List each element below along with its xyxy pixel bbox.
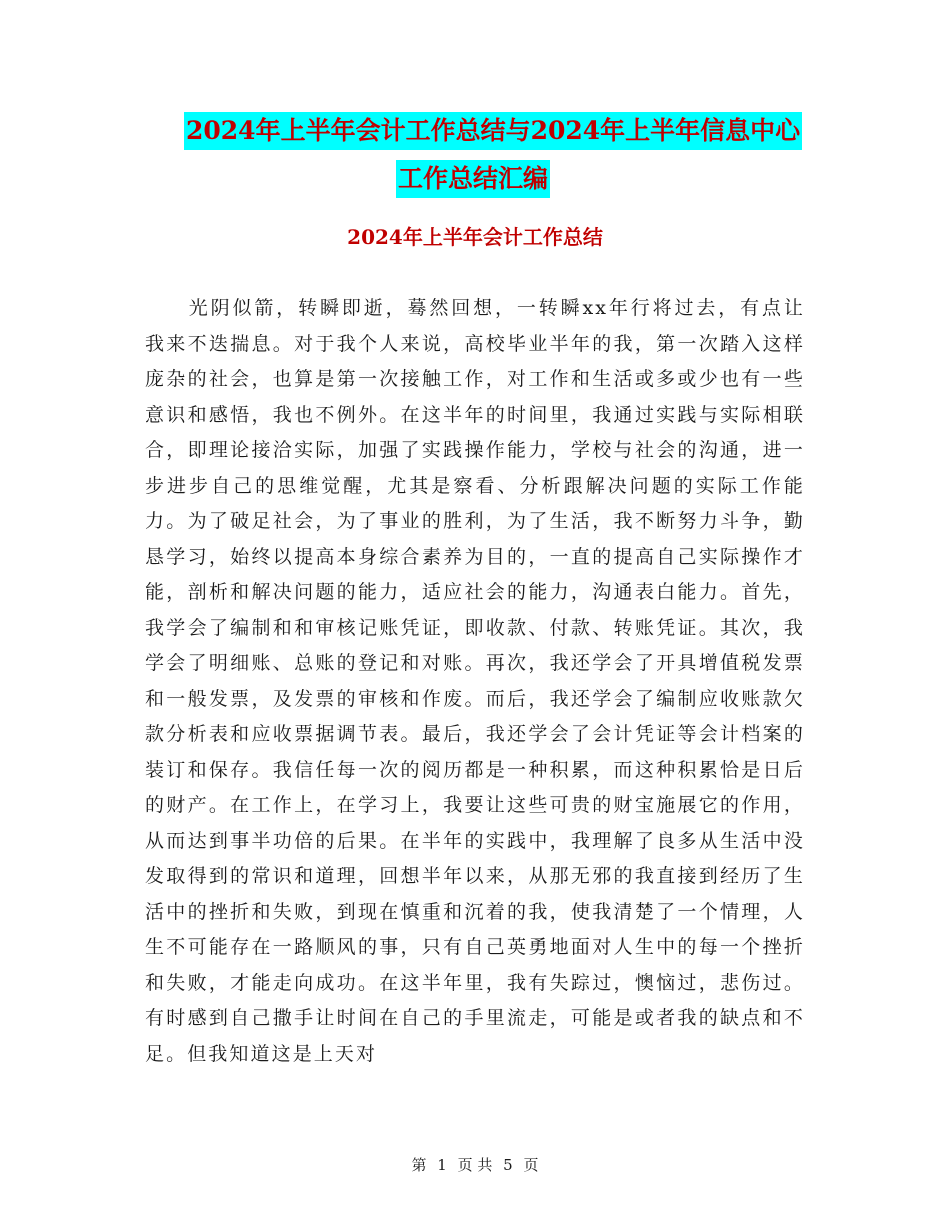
footer-page-number: 1 bbox=[437, 1156, 447, 1174]
body-paragraph: 光阴似箭，转瞬即逝，蓦然回想，一转瞬xx年行将过去，有点让我来不迭揣息。对于我个人来说，高校毕业半年的我，第一次踏入这样庞杂的社会，也算是第一次接触工作，对工作和生活或多或少也有一些意识和感悟，我也不例外。在这半年的时间里，我通过实践与实际相联合，即理论接洽实际，加强了实践操作能力，学校与社会的沟通，进一步进步自己的思维觉醒，尤其是察看、分析跟解决问题的实际工作能力。为了破足社会，为了事业的胜利，为了生活，我不断努力斗争，勤恳学习，始终以提高本身综合素养为目的，一直的提高自己实际操作才能，剖析和解决问题的能力，适应社会的能力，沟通表白能力。首先，我学会了编制和和审核记账凭证，即收款、付款、转账凭证。其次，我学会了明细账、总账的登记和对账。再次，我还学会了开具增值税发票和一般发票，及发票的审核和作废。而后，我还学会了编制应收账款欠款分析表和应收票据调节表。最后，我还学会了会计凭证等会计档案的装订和保存。我信任每一次的阅历都是一种积累，而这种积累恰是日后的财产。在工作上，在学习上，我要让这些可贵的财宝施展它的作用，从而达到事半功倍的后果。在半年的实践中，我理解了良多从生活中没发取得到的常识和道理，回想半年以来，从那无邪的我直接到经历了生活中的挫折和失败，到现在慎重和沉着的我，使我清楚了一个情理，人生不可能存在一路顺风的事，只有自己英勇地面对人生中的每一个挫折和失败，才能走向成功。在这半年里，我有失踪过，懊恼过，悲伤过。有时感到自己撒手让时间在自己的手里流走，可能是或者我的缺点和不足。但我知道这是上天对 bbox=[145, 297, 805, 1065]
footer-suffix: 页 bbox=[523, 1156, 539, 1174]
section-heading: 2024年上半年会计工作总结 bbox=[347, 225, 603, 249]
footer-prefix: 第 bbox=[411, 1156, 427, 1174]
title-line-1: 2024年上半年会计工作总结与2024年上半年信息中心 bbox=[184, 112, 802, 150]
page-footer bbox=[0, 1154, 950, 1176]
footer-total-pages: 5 bbox=[503, 1156, 513, 1174]
title-line-2: 工作总结汇编 bbox=[396, 160, 550, 198]
footer-middle: 页 共 bbox=[457, 1156, 493, 1174]
